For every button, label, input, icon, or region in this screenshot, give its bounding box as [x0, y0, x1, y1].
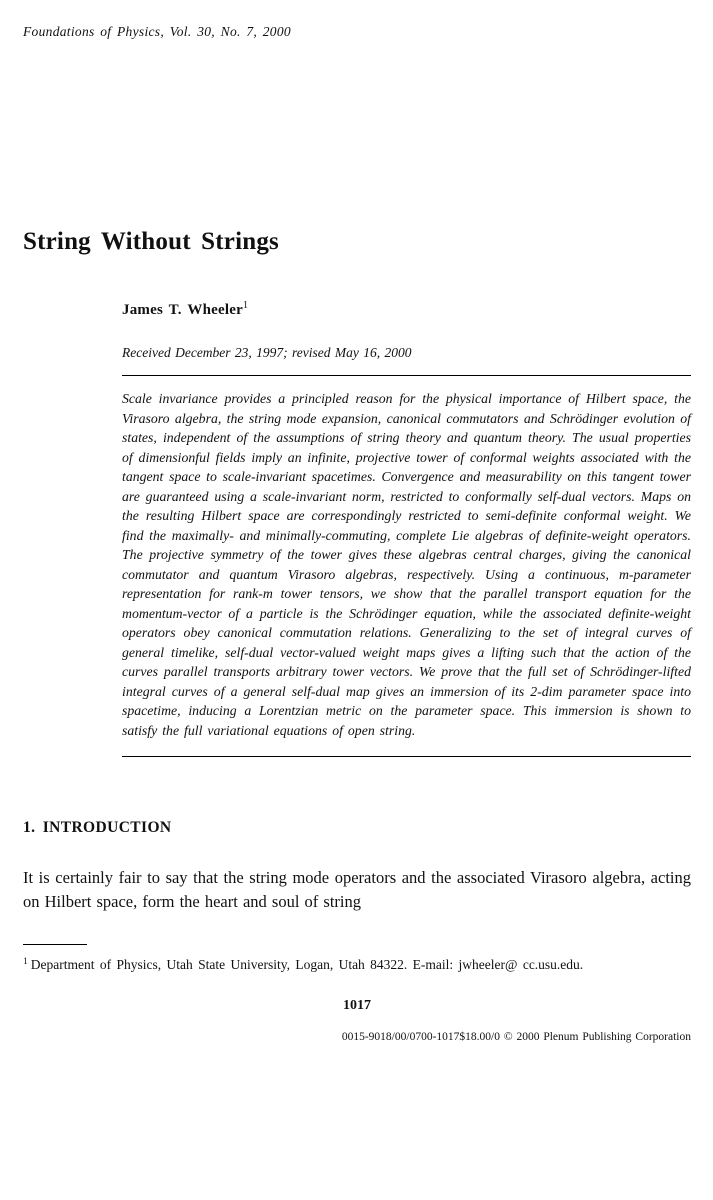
page-title: String Without Strings: [23, 228, 279, 255]
received-date: Received December 23, 1997; revised May 16, 2000: [122, 345, 412, 360]
abstract-block: [122, 375, 691, 757]
page-number: 1017: [343, 998, 371, 1013]
footnote-marker: 1: [23, 956, 28, 967]
copyright-line: 0015-9018/00/0700-1017$18.00/0 © 2000 Plenum Publishing Corporation: [341, 1031, 691, 1043]
body-paragraph: It is certainly fair to say that the string mode operators and the associated Virasoro algebra, acting on Hilbert space, form the heart and soul of string: [23, 868, 691, 911]
footnote: [23, 955, 691, 974]
journal-header: Foundations of Physics, Vol. 30, No. 7, 2000: [23, 24, 291, 39]
author-footnote-marker: 1: [242, 300, 249, 311]
footnote-text: Department of Physics, Utah State University, Logan, Utah 84322. E-mail: jwheeler@ cc.usu.edu.: [30, 957, 584, 972]
author-name: James T. Wheeler: [122, 302, 243, 318]
abstract-text: Scale invariance provides a principled reason for the physical importance of Hilbert space, the Virasoro algebra, the string mode expansion, canonical commutators and Schrödinger evolution of states, independent of the assumptions of string theory and quantum theory. The usual properties of dimensionful fields imply an infinite, projective tower of conformal weights associated with the tangent space to scale-invariant spacetimes. Convergence and measurability on this tangent tower are guaranteed using a scale-invariant norm, restricted to conformally self-dual vectors. Maps on the resulting Hilbert space are correspondingly restricted to semi-definite conformal weight. We find the maximally- and minimally-commuting, complete Lie algebras of definite-weight operators. The projective symmetry of the tower gives these algebras central charges, giving the canonical commutator and quantum Virasoro algebras, respectively. Using a continuous, m-parameter representation for rank-m tower tensors, we show that the parallel transport equation for the momentum-vector of a particle is the Schrödinger equation, while the associated definite-weight operators obey canonical commutation relations. Generalizing to the set of integral curves of general timelike, self-dual vector-valued weight maps gives a lifting such that the action of the curves parallel transports arbitrary tower vectors. We prove that the full set of Schrödinger-lifted integral curves of a general self-dual map gives an immersion of its 2-dim parameter space into spacetime, inducing a Lorentzian metric on the parameter space. This immersion is shown to satisfy the full variational equations of open string.: [122, 391, 691, 738]
author-line: [122, 302, 691, 319]
footnote-divider: [23, 944, 87, 945]
section-heading: 1. INTRODUCTION: [23, 819, 172, 836]
front-matter-block: [122, 302, 691, 757]
